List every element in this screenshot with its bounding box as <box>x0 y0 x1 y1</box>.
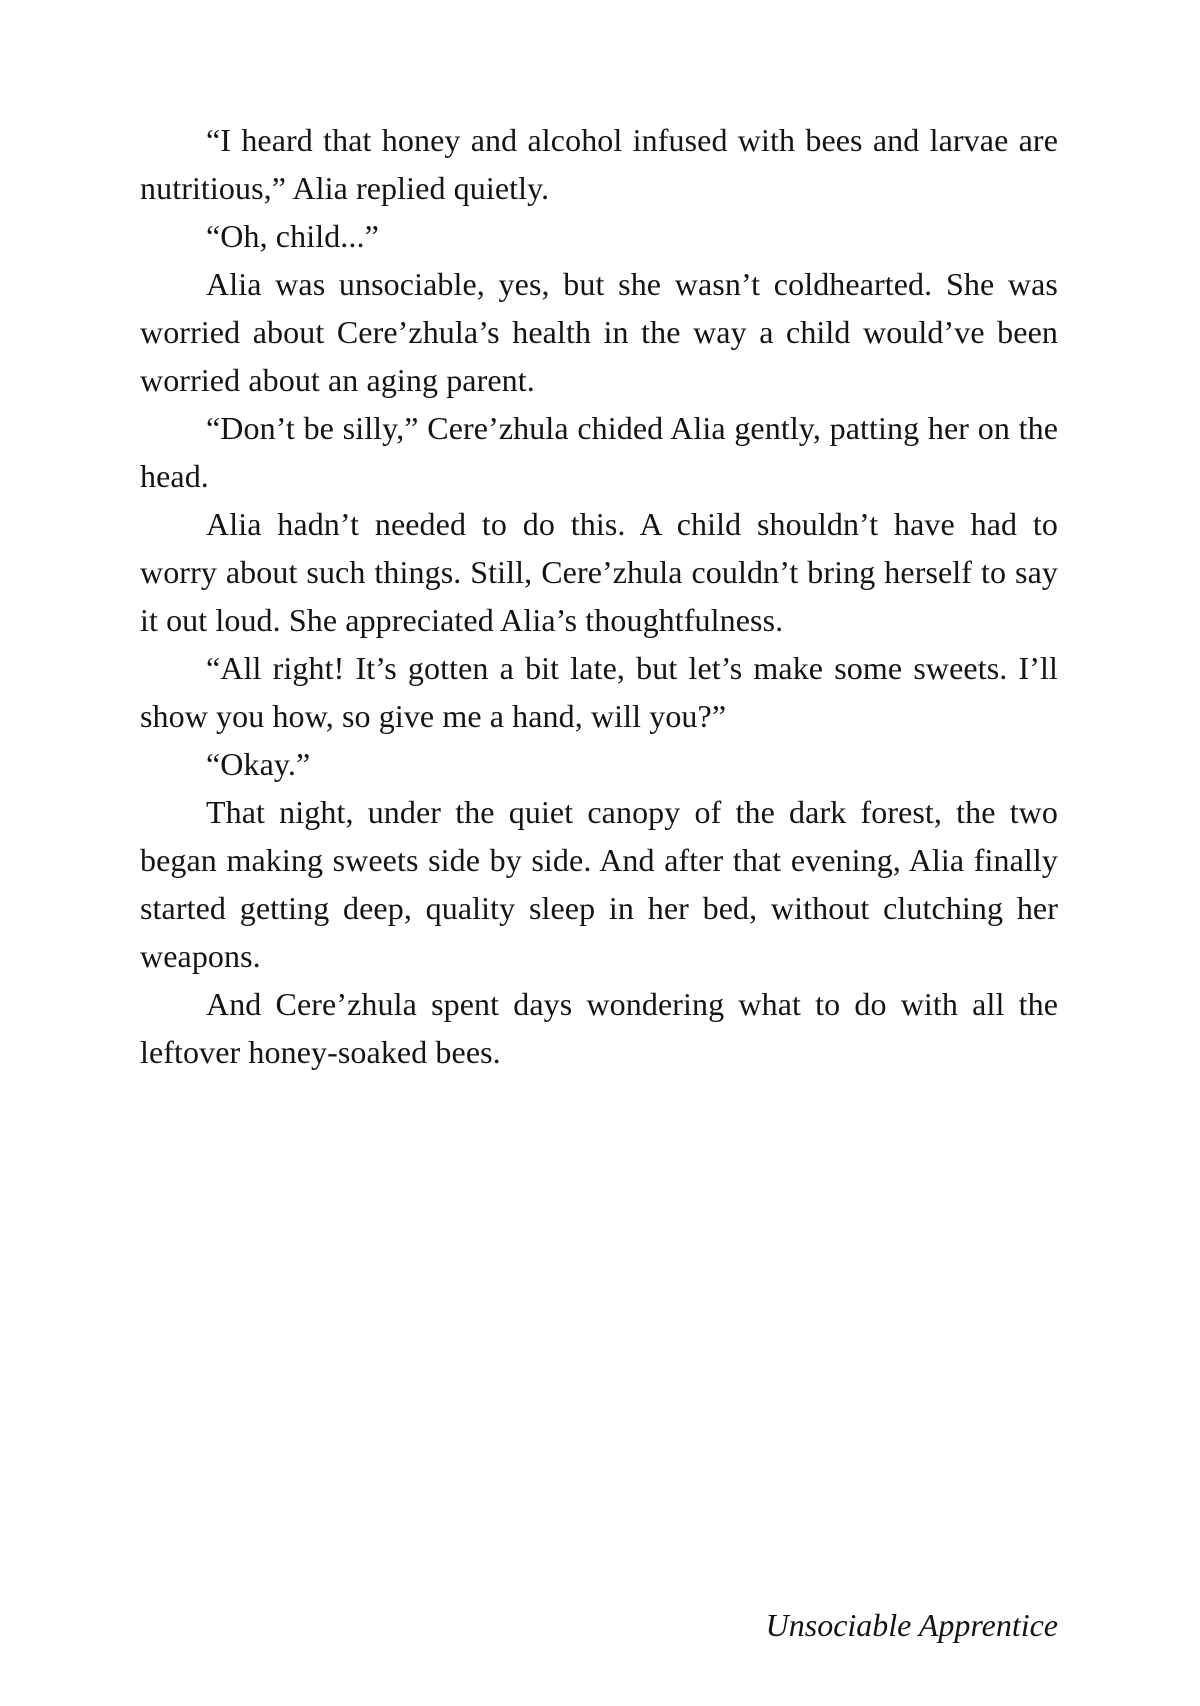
paragraph: And Cere’zhula spent days wondering what to do with all the leftover honey-soaked bees. <box>140 986 1058 1070</box>
paragraph: “Okay.” <box>206 746 311 782</box>
paragraph: “All right! It’s gotten a bit late, but let’s make some sweets. I’ll show you how, so give me a hand, will you?” <box>140 650 1058 734</box>
paragraph: “Oh, child...” <box>206 218 379 254</box>
body-text <box>140 116 1058 1076</box>
paragraph: “Don’t be silly,” Cere’zhula chided Alia gently, patting her on the head. <box>140 410 1058 494</box>
paragraph: Alia was unsociable, yes, but she wasn’t coldhearted. She was worried about Cere’zhula’s health in the way a child would’ve been worried about an aging parent. <box>140 266 1058 398</box>
paragraph: “I heard that honey and alcohol infused with bees and larvae are nutritious,” Alia replied quietly. <box>140 122 1058 206</box>
paragraph: Alia hadn’t needed to do this. A child shouldn’t have had to worry about such things. Still, Cere’zhula couldn’t bring herself to say it out loud. She appreciated Alia’s thoughtfulness. <box>140 506 1058 638</box>
paragraph: That night, under the quiet canopy of the dark forest, the two began making sweets side by side. And after that evening, Alia finally started getting deep, quality sleep in her bed, without clutching her weapons. <box>140 794 1058 974</box>
running-title: Unsociable Apprentice <box>765 1607 1058 1643</box>
